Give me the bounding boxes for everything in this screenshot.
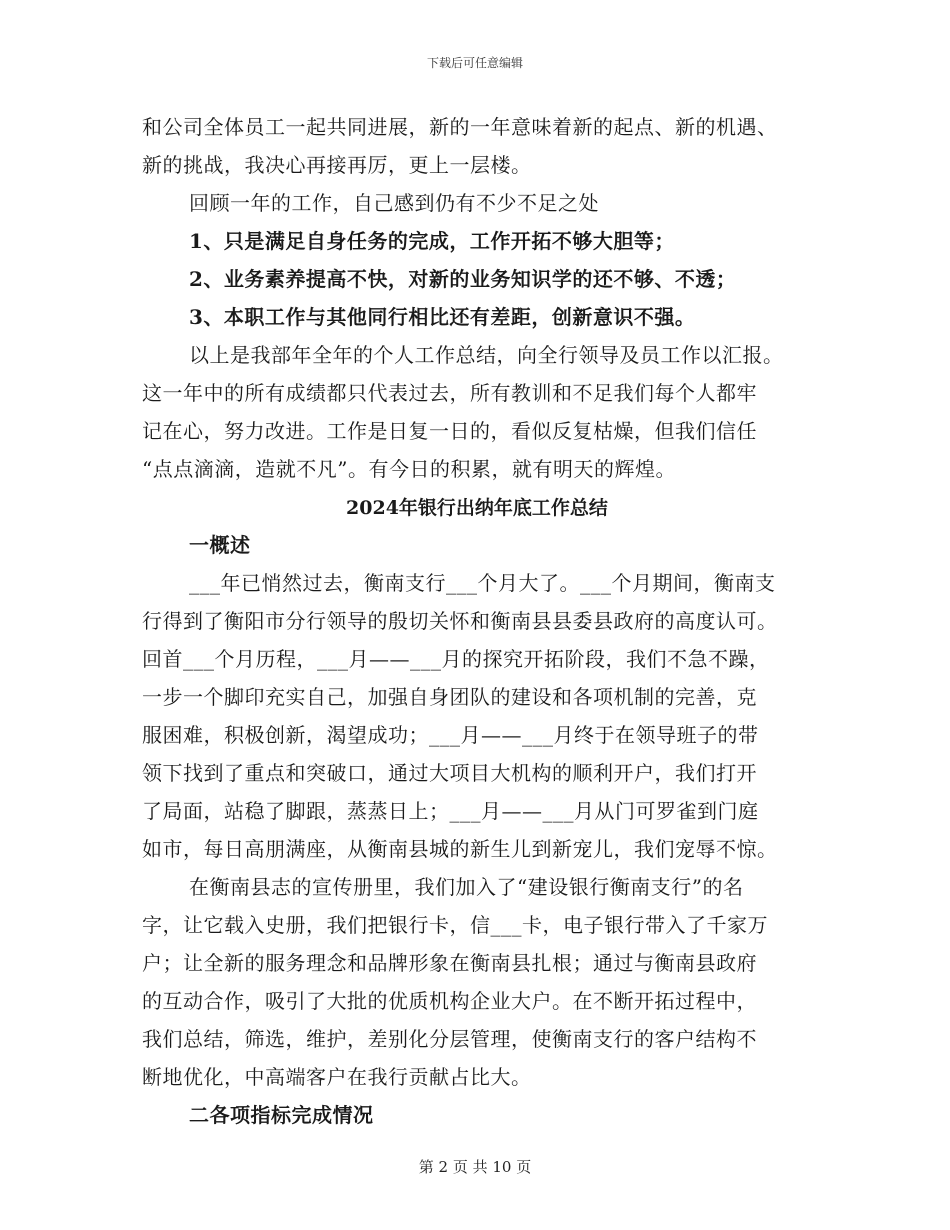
body-line: 字，让它载入史册，我们把银行卡，信___卡，电子银行带入了千家万 bbox=[142, 913, 768, 937]
body-line: 如市，每日高朋满座，从衡南县城的新生儿到新宠儿，我们宠辱不惊。 bbox=[142, 837, 778, 861]
body-line: 服困难，积极创新，渴望成功；___月——___月终于在领导班子的带 bbox=[142, 723, 759, 747]
body-line: 回顾一年的工作，自己感到仍有不少不足之处 bbox=[189, 191, 599, 215]
section-heading-indicators: 二各项指标完成情况 bbox=[189, 1103, 374, 1127]
page-header: 下载后可任意编辑 bbox=[426, 56, 523, 70]
document-title: 2024年银行出纳年底工作总结 bbox=[346, 497, 608, 519]
body-line: 了局面，站稳了脚跟，蒸蒸日上；___月——___月从门可罗雀到门庭 bbox=[142, 799, 759, 823]
body-line: 断地优化，中高端客户在我行贡献占比大。 bbox=[142, 1065, 532, 1089]
body-line: ___年已悄然过去，衡南支行___个月大了。___个月期间，衡南支 bbox=[189, 571, 776, 595]
body-line: 领下找到了重点和突破口，通过大项目大机构的顺利开户，我们打开 bbox=[142, 761, 757, 785]
list-item: 1、只是满足自身任务的完成，工作开拓不够大胆等； bbox=[189, 229, 675, 253]
document-body bbox=[142, 108, 812, 1134]
body-line: 回首___个月历程，___月——___月的探究开拓阶段，我们不急不躁， bbox=[142, 647, 770, 671]
body-line: 行得到了衡阳市分行领导的殷切关怀和衡南县县委县政府的高度认可。 bbox=[142, 609, 778, 633]
body-line: 以上是我部年全年的个人工作总结，向全行领导及员工作以汇报。 bbox=[189, 343, 784, 367]
body-line: 记在心，努力改进。工作是日复一日的，看似反复枯燥，但我们信任 bbox=[142, 419, 757, 443]
body-line: 在衡南县志的宣传册里，我们加入了“建设银行衡南支行”的名 bbox=[189, 875, 744, 899]
list-item: 2、业务素养提高不快，对新的业务知识学的还不够、不透； bbox=[189, 267, 737, 291]
body-line: 户；让全新的服务理念和品牌形象在衡南县扎根；通过与衡南县政府 bbox=[142, 951, 757, 975]
page-footer: 第 2 页 共 10 页 bbox=[418, 1158, 532, 1176]
body-line: 和公司全体员工一起共同进展，新的一年意味着新的起点、新的机遇、 bbox=[142, 115, 778, 139]
body-line: 新的挑战，我决心再接再厉，更上一层楼。 bbox=[142, 153, 532, 177]
body-line: 这一年中的所有成绩都只代表过去，所有教训和不足我们每个人都牢 bbox=[142, 381, 757, 405]
body-line: 一步一个脚印充实自己，加强自身团队的建设和各项机制的完善，克 bbox=[142, 685, 757, 709]
body-line: 的互动合作，吸引了大批的优质机构企业大户。在不断开拓过程中， bbox=[142, 989, 757, 1013]
list-item: 3、本职工作与其他同行相比还有差距，创新意识不强。 bbox=[189, 305, 696, 329]
section-heading-overview: 一概述 bbox=[189, 533, 251, 557]
body-line: 我们总结，筛选，维护，差别化分层管理，使衡南支行的客户结构不 bbox=[142, 1027, 757, 1051]
body-line: “点点滴滴，造就不凡”。有今日的积累，就有明天的辉煌。 bbox=[142, 457, 676, 481]
